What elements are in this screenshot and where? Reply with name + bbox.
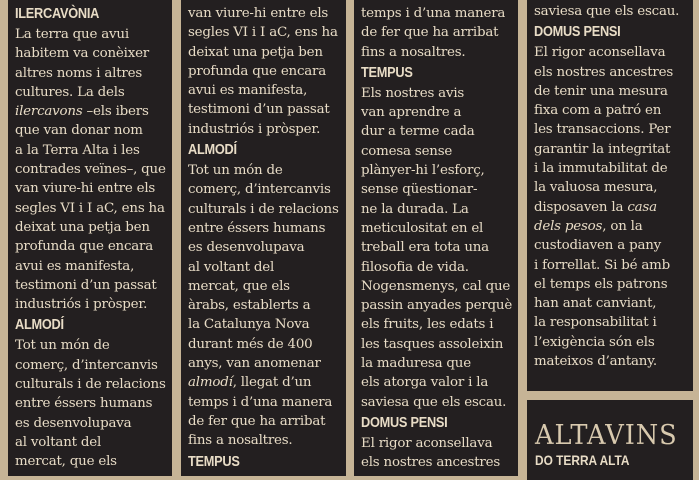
text-segment: de fer que ha arribat [188,413,326,429]
text-line [361,4,514,23]
text-line [15,276,168,295]
text-segment: es desenvolupava [188,240,305,256]
text-segment: fins a nosaltres. [188,433,293,449]
text-line [534,352,689,371]
text-line [361,258,514,277]
text-line [188,258,342,277]
text-line [15,336,168,355]
text-segment: van viure-hi entre els [15,181,156,197]
text-segment: mercat, que els [188,278,290,294]
text-segment: mercat, que els [15,454,117,470]
text-line [188,354,342,373]
text-line [188,23,342,42]
text-line [361,180,514,199]
text-segment: durant més de 400 [188,336,313,352]
text-line [534,217,689,236]
text-segment: i forrellat. Si bé amb [534,257,671,273]
text-line [534,178,689,197]
text-line [188,219,342,238]
text-segment: filosofia de vida. [361,259,469,275]
text-segment: meticulositat en el [361,220,484,236]
text-line [188,62,342,81]
italic-term: almodí [188,375,233,391]
text-line [188,200,342,219]
text-line [15,83,168,102]
text-column-4 [527,0,693,391]
text-segment: al voltant del [188,259,275,275]
text-line [361,393,514,412]
section-heading: ALMODÍ [188,142,237,159]
text-segment: El rigor aconsellava [534,45,666,61]
text-segment: el temps els patrons [534,276,668,292]
text-line [188,81,342,100]
brand-logo-text: ALTAVINS [535,420,678,451]
text-line [188,100,342,119]
text-segment: , llegat d’un [232,375,312,391]
text-line [188,120,342,139]
text-line [534,256,689,275]
text-segment: la responsabilitat i [534,315,657,331]
text-segment: treball era tota una [361,240,489,256]
text-line [188,4,342,23]
text-segment: van aprendre a [361,105,462,121]
text-line [15,394,168,413]
text-line [188,296,342,315]
text-line [534,101,689,120]
text-line [361,161,514,180]
text-segment: cultures. La dels [15,84,125,100]
text-line [188,180,342,199]
text-line [15,295,168,314]
text-segment: els nostres ancestres [361,455,501,471]
text-line [361,277,514,296]
text-segment: de tenir una mesura [534,83,668,99]
text-line [15,44,168,63]
text-line [361,453,514,472]
text-segment: temps i d’una manera [188,394,333,410]
section-heading: TEMPUS [188,453,240,470]
text-segment: Els nostres avis [361,85,465,101]
brand-subtitle: DO TERRA ALTA [535,452,630,468]
text-line [534,275,689,294]
text-line [534,294,689,313]
text-line [15,179,168,198]
section-heading: ALMODÍ [15,317,64,334]
text-line [15,141,168,160]
text-line [15,356,168,375]
text-line [188,315,342,334]
text-line [534,159,689,178]
text-segment: Tot un món de [188,163,283,179]
column-text [15,3,168,472]
text-segment: la Catalunya Nova [188,317,310,333]
text-segment: els nostres ancestres [534,64,674,80]
text-column-3 [354,0,518,476]
text-line [15,375,168,394]
text-segment: –els ibers [82,104,149,120]
text-segment: saviesa que els escau. [361,394,507,410]
text-segment: es desenvolupava [15,415,132,431]
text-segment: i la immutabilitat de [534,161,668,177]
text-line [15,218,168,237]
text-line [361,354,514,373]
text-line [361,23,514,42]
text-line [361,142,514,161]
section-heading: ILERCAVÒNIA [15,6,100,22]
brand-box [527,400,693,480]
text-line [188,412,342,431]
text-line [15,64,168,83]
column-text [188,4,342,473]
text-segment: els fruits, les edats i [361,317,494,333]
text-line [15,199,168,218]
text-segment: avui es manifesta, [188,83,308,99]
text-line [534,2,689,21]
text-segment: altres noms i altres [15,65,142,81]
text-line [361,84,514,103]
text-segment: anys, van anomenar [188,356,321,372]
text-line [534,198,689,217]
text-line [361,296,514,315]
text-line [15,452,168,471]
text-segment: industriós i pròsper. [15,297,148,313]
text-line [15,433,168,452]
text-segment: industriós i pròsper. [188,121,321,137]
text-segment: habitem va conèixer [15,46,149,62]
text-segment: mateixos d’antany. [534,354,657,370]
text-segment: segles VI i I aC, ens ha [15,200,165,216]
text-line [15,121,168,140]
text-segment: van viure-hi entre els [188,6,329,21]
text-segment: àrabs, establerts a [188,298,311,314]
text-line [188,161,342,180]
text-segment: entre éssers humans [188,220,326,236]
text-segment: profunda que encara [15,239,154,255]
text-segment: disposaven la [534,199,628,215]
text-segment: fins a nosaltres. [361,44,466,60]
column-text [534,2,689,371]
text-segment: saviesa que els escau. [534,4,680,19]
text-segment: segles VI i I aC, ens ha [188,25,338,41]
text-segment: fixa com a patró en [534,103,662,119]
text-line [361,373,514,392]
text-line [534,236,689,255]
text-line [361,238,514,257]
text-line [534,140,689,159]
text-line [361,335,514,354]
text-segment: El rigor aconsellava [361,435,493,451]
text-line [188,393,342,412]
section-heading: DOMUS PENSI [534,24,621,41]
text-segment: les tasques assoleixin [361,336,504,352]
text-line [188,373,342,392]
text-line [15,414,168,433]
text-segment: ne la durada. La [361,201,469,217]
text-segment: dur a terme cada [361,124,475,140]
text-line [361,200,514,219]
text-segment: testimoni d’un passat [188,102,330,118]
text-line [15,25,168,44]
text-segment: plànyer-hi l’esforç, [361,163,485,179]
text-line [361,315,514,334]
text-line [534,82,689,101]
text-line [361,43,514,62]
text-segment: culturals i de relacions [15,377,166,393]
italic-term: casa [627,199,657,215]
italic-term: dels pesos [534,218,603,234]
text-segment: a la Terra Alta i les [15,142,140,158]
text-segment: garantir la integritat [534,141,671,157]
text-segment: comerç, d’intercanvis [188,182,331,198]
text-segment: han anat canviant, [534,296,657,312]
text-line [188,238,342,257]
text-line [15,160,168,179]
text-segment: Tot un món de [15,338,110,354]
text-segment: avui es manifesta, [15,258,135,274]
text-line [188,43,342,62]
text-segment: que van donar nom [15,123,143,139]
text-segment: de fer que ha arribat [361,25,499,41]
text-segment: la maduresa que [361,356,471,372]
text-segment: la valuosa mesura, [534,180,658,196]
text-segment: entre éssers humans [15,396,153,412]
text-line [188,431,342,450]
text-segment: deixat una petja ben [15,219,150,235]
text-line [15,257,168,276]
section-heading: TEMPUS [361,64,413,81]
section-heading: DOMUS PENSI [361,414,448,431]
text-segment: La terra que avui [15,27,129,42]
text-line [534,313,689,332]
text-segment: sense qüestionar- [361,182,478,198]
text-column-1 [8,0,172,476]
text-line [188,277,342,296]
column-text [361,4,514,473]
text-segment: els atorga valor i la [361,375,489,391]
text-line [361,103,514,122]
text-segment: les transaccions. Per [534,122,671,138]
text-segment: temps i d’una manera [361,6,506,21]
text-line [361,122,514,141]
text-segment: passin anyades perquè [361,298,513,314]
text-column-2 [181,0,346,476]
text-segment: al voltant del [15,434,102,450]
text-segment: comerç, d’intercanvis [15,357,158,373]
text-segment: comesa sense [361,143,453,159]
text-line [361,434,514,453]
text-segment: custodiaven a pany [534,238,662,254]
text-segment: l’exigència són els [534,334,655,350]
text-segment: , on la [602,218,643,234]
text-segment: testimoni d’un passat [15,277,157,293]
text-line [361,219,514,238]
text-segment: deixat una petja ben [188,44,323,60]
text-line [15,102,168,121]
text-segment: culturals i de relacions [188,201,339,217]
italic-term: ilercavons [15,104,83,120]
text-segment: contrades veïnes–, que [15,162,166,178]
text-line [534,333,689,352]
text-segment: profunda que encara [188,63,327,79]
text-line [534,120,689,139]
text-line [15,237,168,256]
text-line [534,43,689,62]
text-segment: Nogensmenys, cal que [361,278,511,294]
text-line [534,63,689,82]
text-line [188,335,342,354]
